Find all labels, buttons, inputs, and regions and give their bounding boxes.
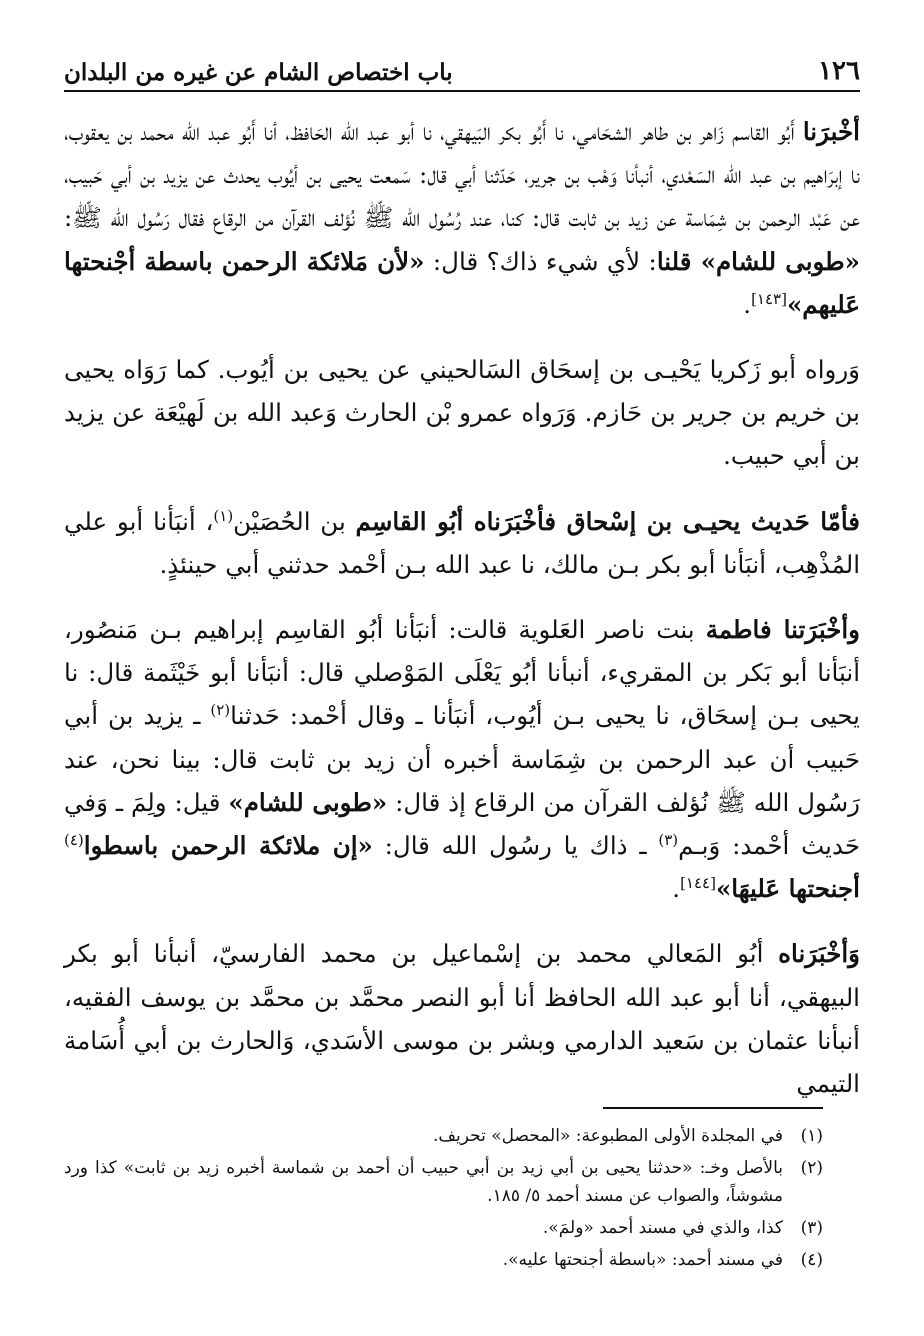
paragraph-2 (64, 348, 860, 478)
hadith-quote: أجنحتها عَليهَا» (715, 874, 860, 904)
footnote-text: في مسند أحمد: «باسطة أجنحتها عليه». (502, 1250, 783, 1270)
footnote-ref-4: (٤) (64, 830, 84, 849)
footnote-4 (64, 1246, 823, 1274)
paragraph-5 (64, 932, 860, 1105)
footnote-text: بالأصل وخـ: «حدثنا يحيى بن أبي زيد بن أبي حبيب أن أحمد بن شماسة أخبره زيد بن ثابت» كذا ورد مشوشاً، والصواب عن مسند أحمد ٥/ ١٨٥. (64, 1158, 783, 1206)
text-segment: أبُو المَعالي محمد بن إسْماعيل بن محمد الفارسيّ، أنبأنا أبو بكر البيهقي، أنا أبو عبد الله الحافظ أنا أبو النصر محمَّد بن محمَّد بن يوسف الفقيه، أنبأنا عثمان بن سَعيد الدارمي وبشر بن موسى الأسَدي، وَالحارث بن أبي أُسَامة التيمي (64, 939, 860, 1099)
footnote-text: في المجلدة الأولى المطبوعة: «المحصل» تحريف. (433, 1126, 783, 1146)
text-segment: أَبُو القاسم زَاهر بن طاهر الشحَامي، نا أَبُو بكر البَيهقي، نا أبو عبد الله الحَافظ، أنا أَبُو عبد الله محمد بن يعقوب، نا إبرَاهيم بن عبد الله السَعْدي، أنبأنا وَهْب بن جرير، حَدّثنا أبي قال: سَمعت يحيى بن أيُوب يحدث عن يزيد بن أبي حَبيب، عن عَبْد الرحمن بن شِمَاسة عن زيد بن ثابت قال: كنا، عند رُسُول الله ﷺ نُؤلف القرآن من الرقاع فقال رَسُول الله ﷺ: (64, 117, 860, 233)
footnote-divider (603, 1107, 823, 1109)
footnote-text: كذا، والذي في مسند أحمد «ولمَ». (542, 1218, 783, 1238)
text-segment: بنت ناصر العَلوية قالت: أنبَأنا أبُو القاسِم إبراهيم بـن مَنصُور، أنبَأنا أبو بَكر بن المقريء، أنبأنا أبُو يَعْلَى المَوْصلي قال: أنبَأنا أبو خَيْثَمة قال: نا يحيى بـن إسحَاق، نا يحيى بـن أيُوب، أنبَأنا ـ وقال أحْمد: حَدثنا (64, 615, 860, 731)
text-segment: ـ يزيد بن أبي حَبيب أن عبد الرحمن بن شِمَاسة أخبره أن زيد بن ثابت قال: بينا نحن، عند رَسُول الله ﷺ نُؤلف القرآن من الرقاع إذ قال: (64, 701, 860, 817)
footnote-ref-1: (١) (213, 506, 234, 525)
main-text (64, 110, 860, 1127)
lead-word: أخْبرَنا (802, 117, 860, 146)
footnote-3 (64, 1214, 823, 1242)
reference-mark: [١٤٣] (751, 289, 787, 308)
page-number: ١٢٦ (818, 56, 860, 86)
lead-phrase: فأمّا حَديث يحيـى بن إسْحاق فأخْبَرَناه أبُو القاسِم (355, 506, 861, 536)
footnote-number: (٢) (800, 1158, 823, 1178)
text-segment: . (672, 874, 681, 904)
hadith-quote: «طوبى للشام» قلنا (656, 246, 860, 276)
hadith-quote: «لأن مَلائكة الرحمن باسطة أجْنحتها عَليهم» (64, 246, 860, 319)
text-segment: ، أنبَأنا أبو علي المُذْهِب، أنبَأنا أبو بكر بـن مالك، نا عبد الله بـن أحْمد حدثني أبي حينئذٍ. (64, 506, 860, 579)
text-segment: بن الحُصَيْن (233, 506, 356, 536)
footnote-number: (١) (800, 1126, 823, 1146)
paragraph-4 (64, 608, 860, 910)
lead-phrase: وأخْبَرَتنا فاطمة (705, 615, 860, 645)
paragraph-3 (64, 500, 860, 586)
footnote-number: (٣) (800, 1218, 823, 1238)
footnote-ref-2: (٢) (210, 701, 231, 720)
footnote-number: (٤) (800, 1250, 823, 1270)
footnote-ref-3: (٣) (658, 830, 679, 849)
footnote-1 (64, 1122, 823, 1150)
text-segment: ـ ذاك يا رسُول الله قال: (372, 831, 659, 861)
reference-mark: [١٤٤] (680, 874, 716, 893)
footnotes (64, 1122, 823, 1278)
footnote-2 (64, 1154, 823, 1210)
page-header (64, 46, 860, 92)
hadith-quote: «طوبى للشام» (228, 787, 388, 817)
lead-word: وَأخْبَرَناه (778, 939, 860, 969)
paragraph-1 (64, 110, 860, 326)
hadith-quote: «إن ملائكة الرحمن باسطوا (83, 831, 373, 861)
text-segment: قيل: ولِمَ ـ وَفي حَديث أحْمد: وَبـم (64, 787, 860, 861)
text-segment: . (743, 289, 752, 319)
text-segment: وَرواه أبو زَكريا يَحْيـى بن إسحَاق السَالحيني عن يحيى بن أيُوب. كما رَوَاه يحيى بن خريم بن جرير بن حَازم. وَرَواه عمرو بْن الحارث وَعبد الله بن لَهيْعَة عن يزيد بن أبي حبيب. (64, 355, 860, 471)
running-title: باب اختصاص الشام عن غيره من البلدان (64, 59, 453, 86)
text-segment: : لأي شيء ذاك؟ قال: (424, 246, 657, 276)
